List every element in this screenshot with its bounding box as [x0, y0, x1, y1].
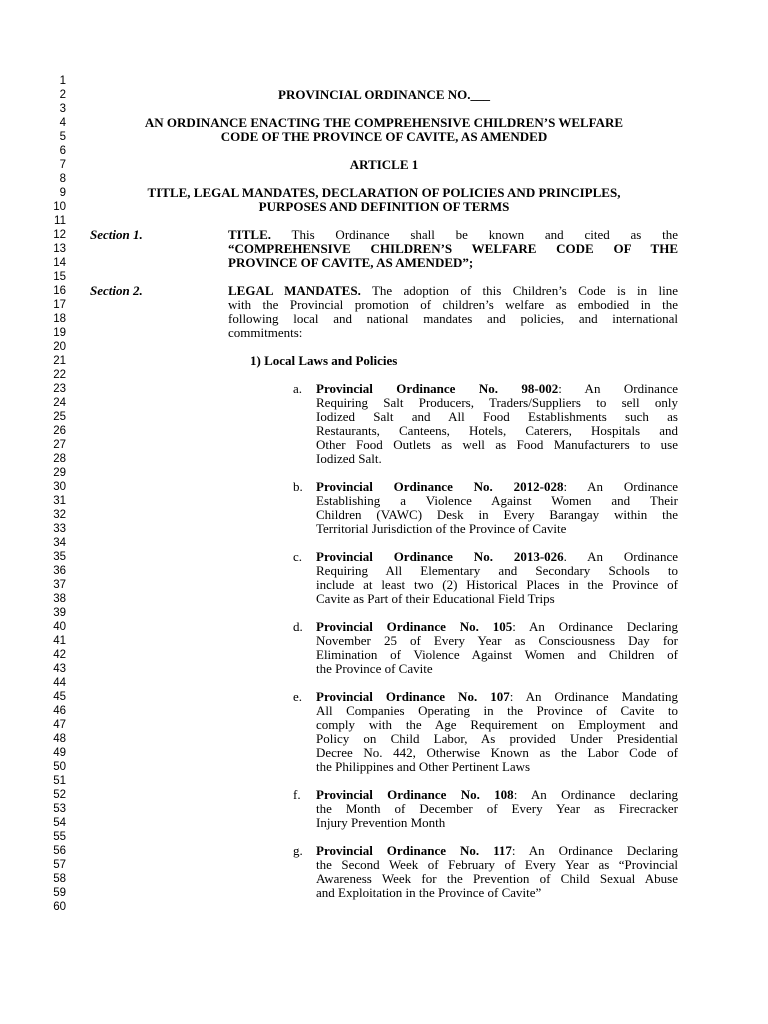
line-number: 22: [53, 369, 66, 381]
line-number: 31: [53, 495, 66, 507]
list-item-line: Children (VAWC) Desk in Every Barangay within the: [316, 507, 678, 522]
section-1-line-2: “COMPREHENSIVE CHILDREN’S WELFARE CODE OF THE: [228, 241, 678, 256]
line-number: 38: [53, 593, 66, 605]
line-number: 19: [53, 327, 66, 339]
ordinance-title-line-1: AN ORDINANCE ENACTING THE COMPREHENSIVE CHILDREN’S WELFARE: [144, 115, 624, 130]
section-2-line-1: [228, 284, 678, 298]
list-item-line: Territorial Jurisdiction of the Province of Cavite: [316, 521, 567, 536]
ordinance-reference: Provincial Ordinance No. 108: [316, 787, 514, 802]
line-number: 20: [53, 341, 66, 353]
line-number: 17: [53, 299, 66, 311]
list-item-line: [316, 788, 678, 802]
line-number: 12: [53, 229, 66, 241]
list-item-line: [316, 480, 678, 494]
line-number: 46: [53, 705, 66, 717]
line-number: 52: [53, 789, 66, 801]
list-item-line: the Second Week of February of Every Year as “Provincial: [316, 857, 678, 872]
list-item-line: Cavite as Part of their Educational Field Trips: [316, 591, 555, 606]
line-number: 7: [59, 159, 66, 171]
line-number: 1: [59, 75, 66, 87]
line-number: 36: [53, 565, 66, 577]
list-item-line: and Exploitation in the Province of Cavite”: [316, 885, 542, 900]
line-number: 49: [53, 747, 66, 759]
list-item-letter: b.: [293, 479, 303, 494]
line-number: 15: [53, 271, 66, 283]
line-number: 59: [53, 887, 66, 899]
ordinance-description: . An Ordinance: [563, 549, 678, 564]
ordinance-description: : An Ordinance Declaring: [512, 619, 678, 634]
line-number: 40: [53, 621, 66, 633]
section-1-text: This Ordinance shall be known and cited as the: [271, 227, 678, 242]
line-number: 6: [59, 145, 66, 157]
ordinance-number: PROVINCIAL ORDINANCE NO.___: [278, 87, 490, 102]
list-item-line: [316, 620, 678, 634]
list-item-line: Iodized Salt and All Food Establishments such as: [316, 409, 678, 424]
section-2-text: The adoption of this Children’s Code is in line: [360, 283, 678, 298]
line-number: 58: [53, 873, 66, 885]
line-number: 21: [53, 355, 66, 367]
line-number: 5: [59, 131, 66, 143]
list-item-line: Injury Prevention Month: [316, 815, 446, 830]
line-number: 35: [53, 551, 66, 563]
line-number: 13: [53, 243, 66, 255]
section-1-line-3: PROVINCE OF CAVITE, AS AMENDED”;: [228, 255, 474, 270]
ordinance-reference: Provincial Ordinance No. 107: [316, 689, 510, 704]
line-number: 34: [53, 537, 66, 549]
line-number: 45: [53, 691, 66, 703]
line-number: 27: [53, 439, 66, 451]
line-number: 55: [53, 831, 66, 843]
list-item-line: [316, 844, 678, 858]
line-number: 57: [53, 859, 66, 871]
section-1-line-1: [228, 228, 678, 242]
line-number: 30: [53, 481, 66, 493]
list-item-line: Elimination of Violence Against Women and Children of: [316, 647, 678, 662]
line-number: 41: [53, 635, 66, 647]
list-item-line: Decree No. 442, Otherwise Known as the Labor Code of: [316, 745, 678, 760]
list-item-line: Establishing a Violence Against Women and Their: [316, 493, 678, 508]
line-number: 24: [53, 397, 66, 409]
ordinance-description: : An Ordinance: [558, 381, 678, 396]
line-number: 25: [53, 411, 66, 423]
list-item-line: Iodized Salt.: [316, 451, 382, 466]
ordinance-title-line-2: CODE OF THE PROVINCE OF CAVITE, AS AMENDED: [220, 129, 548, 144]
line-number: 2: [59, 89, 66, 101]
line-number: 16: [53, 285, 66, 297]
line-number: 29: [53, 467, 66, 479]
section-1-title: TITLE.: [228, 227, 271, 242]
line-number: 53: [53, 803, 66, 815]
list-item-letter: d.: [293, 619, 303, 634]
line-number: 10: [53, 201, 66, 213]
line-number: 14: [53, 257, 66, 269]
line-number: 9: [59, 187, 66, 199]
line-number: 23: [53, 383, 66, 395]
list-item-line: comply with the Age Requirement on Employment and: [316, 717, 678, 732]
ordinance-reference: Provincial Ordinance No. 117: [316, 843, 512, 858]
ordinance-reference: Provincial Ordinance No. 98-002: [316, 381, 559, 396]
article-subheading-line-2: PURPOSES AND DEFINITION OF TERMS: [258, 199, 510, 214]
list-item-letter: f.: [293, 787, 301, 802]
article-heading: ARTICLE 1: [349, 157, 419, 172]
line-number: 60: [53, 901, 66, 913]
line-number: 32: [53, 509, 66, 521]
line-number: 50: [53, 761, 66, 773]
section-2-label: Section 2.: [90, 283, 143, 298]
line-number: 48: [53, 733, 66, 745]
list-item-letter: a.: [293, 381, 303, 396]
list-item-line: Other Food Outlets as well as Food Manufacturers to use: [316, 437, 678, 452]
ordinance-reference: Provincial Ordinance No. 105: [316, 619, 513, 634]
list-item-line: [316, 550, 678, 564]
section-2-line-3: following local and national mandates and policies, and international: [228, 311, 678, 326]
ordinance-reference: Provincial Ordinance No. 2013-026: [316, 549, 564, 564]
list-item-letter: c.: [293, 549, 303, 564]
local-laws-subheading: 1) Local Laws and Policies: [250, 353, 398, 368]
list-item-line: Policy on Child Labor, As provided Under Presidential: [316, 731, 678, 746]
line-number: 37: [53, 579, 66, 591]
list-item-line: the Month of December of Every Year as Firecracker: [316, 801, 678, 816]
ordinance-reference: Provincial Ordinance No. 2012-028: [316, 479, 564, 494]
list-item-line: Requiring Salt Producers, Traders/Suppliers to sell only: [316, 395, 678, 410]
line-number: 3: [59, 103, 66, 115]
list-item-line: [316, 690, 678, 704]
list-item-line: All Companies Operating in the Province of Cavite to: [316, 703, 678, 718]
list-item-line: the Philippines and Other Pertinent Laws: [316, 759, 531, 774]
list-item-line: Restaurants, Canteens, Hotels, Caterers, Hospitals and: [316, 423, 678, 438]
line-number: 51: [53, 775, 66, 787]
line-number: 39: [53, 607, 66, 619]
line-number: 28: [53, 453, 66, 465]
list-item-letter: g.: [293, 843, 303, 858]
line-number: 56: [53, 845, 66, 857]
list-item-line: the Province of Cavite: [316, 661, 433, 676]
list-item-line: [316, 382, 678, 396]
list-item-line: Awareness Week for the Prevention of Child Sexual Abuse: [316, 871, 678, 886]
section-2-title: LEGAL MANDATES.: [228, 283, 361, 298]
ordinance-description: : An Ordinance: [563, 479, 678, 494]
line-number: 33: [53, 523, 66, 535]
line-number: 54: [53, 817, 66, 829]
line-number: 11: [54, 215, 66, 227]
line-number: 4: [59, 117, 66, 129]
line-number: 42: [53, 649, 66, 661]
ordinance-description: : An Ordinance Declaring: [511, 843, 678, 858]
line-number: 18: [53, 313, 66, 325]
line-number: 8: [59, 173, 66, 185]
ordinance-description: : An Ordinance Mandating: [509, 689, 678, 704]
section-1-label: Section 1.: [90, 227, 143, 242]
article-subheading-line-1: TITLE, LEGAL MANDATES, DECLARATION OF POLICIES AND PRINCIPLES,: [147, 185, 621, 200]
line-number: 47: [53, 719, 66, 731]
list-item-line: November 25 of Every Year as Consciousness Day for: [316, 633, 678, 648]
list-item-line: include at least two (2) Historical Places in the Province of: [316, 577, 678, 592]
line-number: 44: [53, 677, 66, 689]
section-2-line-2: with the Provincial promotion of children’s welfare as embodied in the: [228, 297, 678, 312]
list-item-letter: e.: [293, 689, 303, 704]
line-number: 43: [53, 663, 66, 675]
ordinance-description: : An Ordinance declaring: [513, 787, 678, 802]
list-item-line: Requiring All Elementary and Secondary Schools to: [316, 563, 678, 578]
section-2-line-4: commitments:: [228, 325, 303, 340]
line-number: 26: [53, 425, 66, 437]
